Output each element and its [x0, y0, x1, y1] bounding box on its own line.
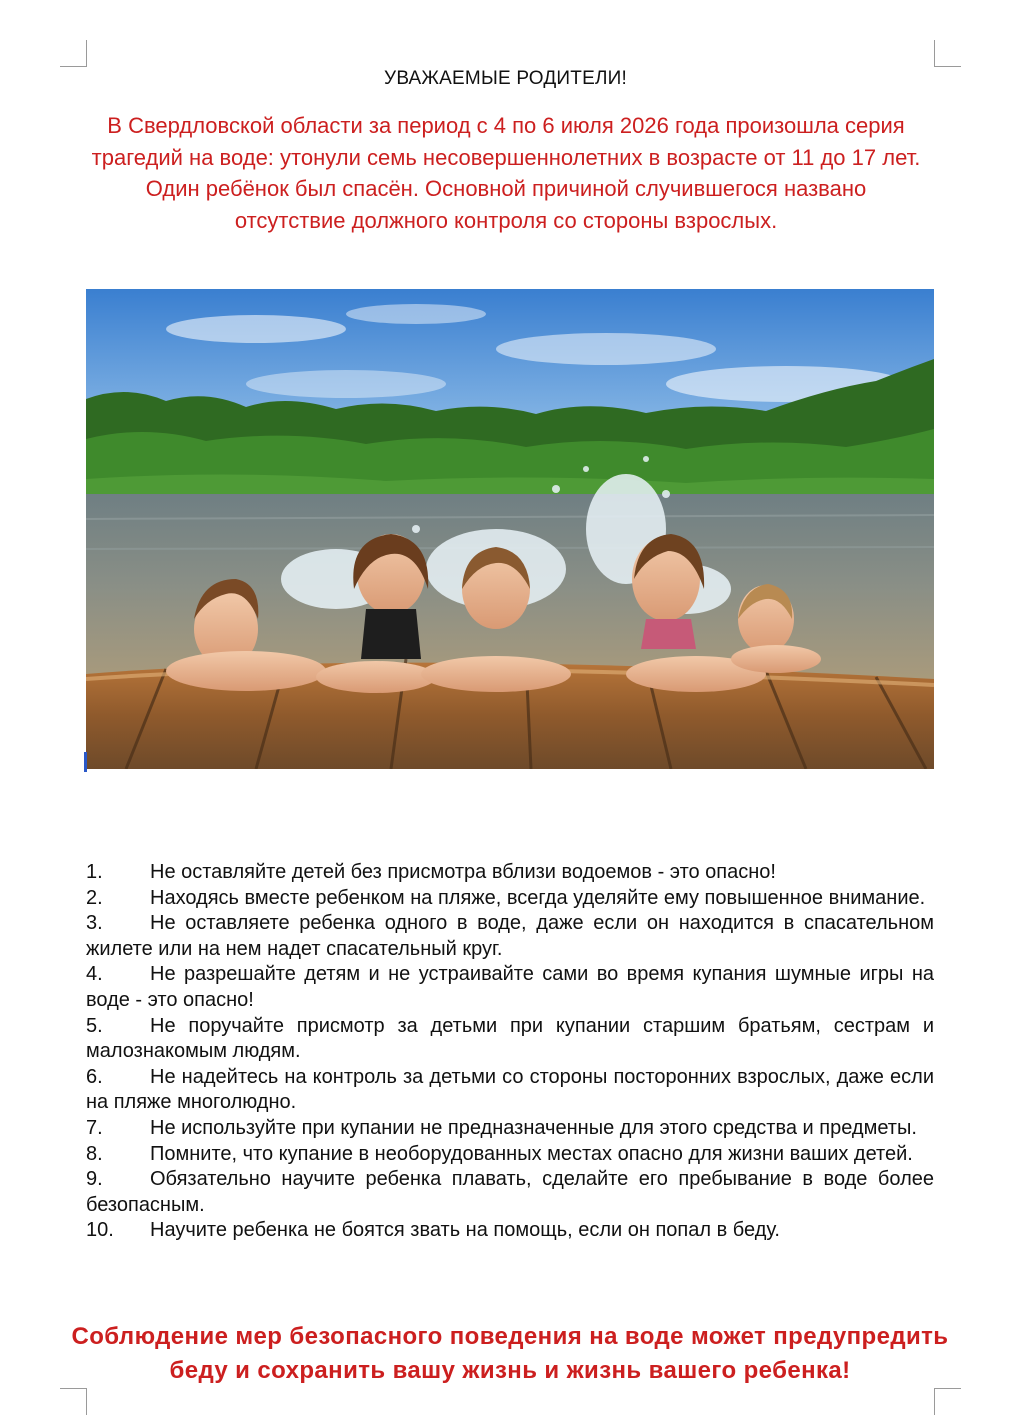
rule-text: Не надейтесь на контроль за детьми со стороны посторонних взрослых, даже если на пляже многолюдно.	[86, 1065, 934, 1114]
page-corner-mark	[60, 1388, 87, 1415]
rule-text: Не оставляете ребенка одного в воде, даже если он находится в спасательном жилете или на нем надет спасательный круг.	[86, 912, 934, 960]
rule-text: Обязательно научите ребенка плавать, сделайте его пребывание в воде более безопасным.	[86, 1168, 934, 1216]
rule-number: 9.	[86, 1168, 103, 1191]
rule-number: 4.	[86, 963, 103, 986]
rule-number: 1.	[86, 861, 103, 883]
rule-number: 10.	[86, 1219, 114, 1242]
list-item	[86, 1065, 934, 1116]
page-corner-mark	[60, 40, 87, 67]
page-corner-mark	[934, 40, 961, 67]
text-cursor	[84, 752, 87, 772]
list-item	[86, 1218, 934, 1244]
children-swimming-photo[interactable]	[86, 289, 934, 769]
rule-text: Не поручайте присмотр за детьми при купании старшим братьям, сестрам и малознакомым людям.	[86, 1014, 934, 1063]
closing-warning: Соблюдение мер безопасного поведения на воде может предупредить беду и сохранить вашу жизнь и жизнь вашего ребенка!	[71, 1323, 949, 1384]
list-item	[86, 1142, 934, 1168]
list-item	[86, 886, 934, 912]
rule-number: 6.	[86, 1065, 103, 1088]
rule-text: Не используйте при купании не предназначенные для этого средства и предметы.	[150, 1116, 917, 1139]
rule-number: 5.	[86, 1014, 103, 1037]
list-item	[86, 911, 934, 962]
rule-number: 3.	[86, 912, 103, 935]
rule-number: 8.	[86, 1142, 103, 1165]
rule-text: Научите ребенка не боятся звать на помощь, если он попал в беду.	[150, 1219, 780, 1242]
rule-text: Помните, что купание в необорудованных местах опасно для жизни ваших детей.	[150, 1142, 913, 1165]
safety-rules-list	[86, 860, 934, 1244]
page-corner-mark	[934, 1388, 961, 1415]
list-item	[86, 1014, 934, 1065]
list-item	[86, 1167, 934, 1218]
page-title: УВАЖАЕМЫЕ РОДИТЕЛИ!	[384, 68, 627, 89]
rule-text: Находясь вместе ребенком на пляже, всегда уделяйте ему повышенное внимание.	[150, 886, 926, 909]
list-item	[86, 1116, 934, 1142]
list-item	[86, 962, 934, 1013]
rule-number: 7.	[86, 1116, 103, 1139]
rule-text: Не оставляйте детей без присмотра вблизи водоемов - это опасно!	[150, 861, 776, 883]
rule-number: 2.	[86, 886, 103, 909]
rule-text: Не разрешайте детям и не устраивайте сами во время купания шумные игры на воде - это опасно!	[86, 963, 934, 1011]
list-item	[86, 860, 934, 886]
intro-paragraph: В Свердловской области за период с 4 по 6 июля 2026 года произошла серия трагедий на воде: утонули семь несовершеннолетних в возрасте от 11 до 17 лет. Один ребёнок был спасён. Основной причиной случившегося названо отсутствие должного контроля со стороны взрослых.	[91, 113, 921, 233]
